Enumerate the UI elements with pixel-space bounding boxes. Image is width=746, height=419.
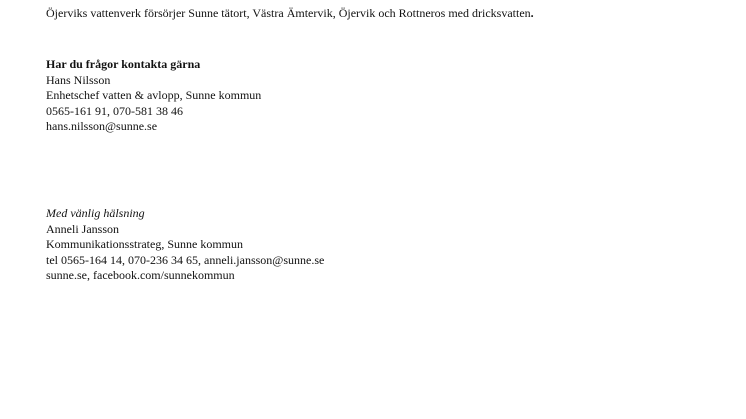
contact-title: Enhetschef vatten & avlopp, Sunne kommun (46, 88, 262, 102)
contact-name: Hans Nilsson (46, 72, 111, 87)
intro-period: . (530, 6, 534, 20)
signoff-name: Anneli Jansson (46, 221, 119, 236)
signoff-phone-email: tel 0565-164 14, 070-236 34 65, anneli.jansson@sunne.se (46, 252, 325, 267)
signoff-greeting: Med vänlig hälsning (46, 206, 145, 220)
contact-block (46, 57, 261, 135)
signoff-block (46, 206, 324, 284)
signoff-web: sunne.se, facebook.com/sunnekommun (46, 268, 235, 282)
signoff-title: Kommunikationsstrateg, Sunne kommun (46, 237, 243, 251)
contact-email: hans.nilsson@sunne.se (46, 119, 158, 133)
contact-heading: Har du frågor kontakta gärna (46, 57, 201, 71)
intro-paragraph (46, 6, 534, 22)
intro-text: Öjerviks vattenverk försörjer Sunne tätort, Västra Ämtervik, Öjervik och Rottneros med dricksvatten (46, 6, 531, 20)
contact-phone: 0565-161 91, 070-581 38 46 (46, 103, 183, 118)
